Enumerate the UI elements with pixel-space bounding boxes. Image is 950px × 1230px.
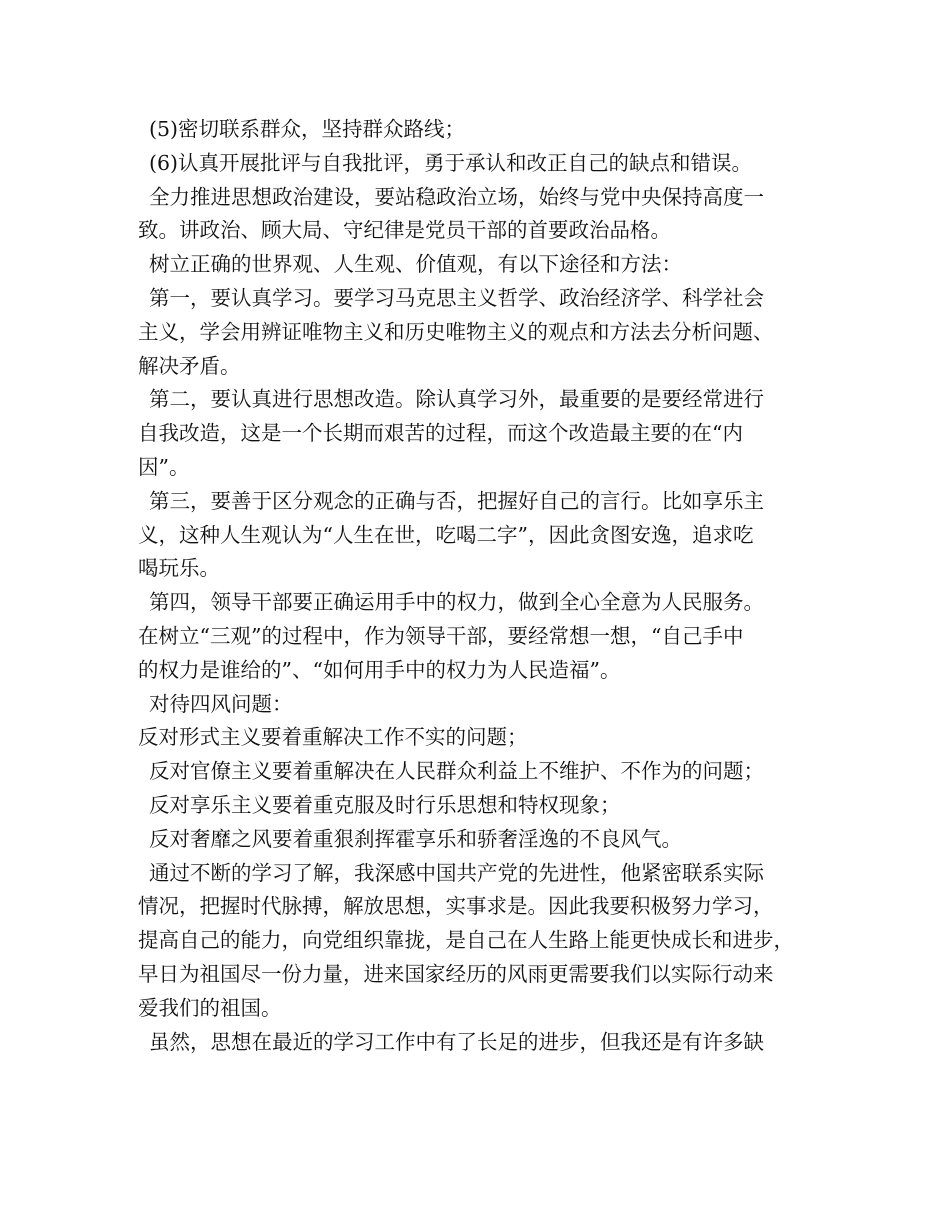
text-line: 反对奢靡之风要着重狠刹挥霍享乐和骄奢淫逸的不良风气。	[149, 826, 682, 851]
text-line: 情况，把握时代脉搏，解放思想，实事求是。因此我要积极努力学习，	[138, 894, 774, 919]
text-line: 反对形式主义要着重解决工作不实的问题；	[138, 725, 528, 750]
text-line: 主义，学会用辨证唯物主义和历史唯物主义的观点和方法去分析问题、	[138, 319, 774, 344]
text-line: 因”。	[138, 454, 190, 479]
text-line: 喝玩乐。	[138, 556, 220, 581]
text-line: 第三，要善于区分观念的正确与否，把握好自己的言行。比如享乐主	[149, 488, 764, 513]
body-text	[138, 113, 828, 1059]
text-line: 通过不断的学习了解，我深感中国共产党的先进性，他紧密联系实际	[149, 860, 764, 885]
text-line: 致。讲政治、顾大局、守纪律是党员干部的首要政治品格。	[138, 218, 671, 243]
text-line: 义，这种人生观认为“人生在世，吃喝二字”，因此贪图安逸，追求吃	[138, 522, 754, 547]
text-line: 虽然，思想在最近的学习工作中有了长足的进步，但我还是有许多缺	[149, 1029, 764, 1054]
text-line: (6)认真开展批评与自我批评，勇于承认和改正自己的缺点和错误。	[149, 150, 753, 175]
text-line: 解决矛盾。	[138, 353, 241, 378]
text-line: 第四，领导干部要正确运用手中的权力，做到全心全意为人民服务。	[149, 590, 764, 615]
text-line: 自我改造，这是一个长期而艰苦的过程，而这个改造最主要的在“内	[138, 421, 743, 446]
text-line: 第二，要认真进行思想改造。除认真学习外，最重要的是要经常进行	[149, 387, 764, 412]
text-line: (5)密切联系群众，坚持群众路线；	[149, 117, 466, 141]
text-line: 提高自己的能力，向党组织靠拢，是自己在人生路上能更快成长和进步，	[138, 928, 794, 953]
text-line: 的权力是谁给的”、“如何用手中的权力为人民造福”。	[138, 657, 621, 682]
text-line: 第一，要认真学习。要学习马克思主义哲学、政治经济学、科学社会	[149, 285, 764, 310]
text-line: 对待四风问题：	[149, 691, 293, 716]
text-line: 反对享乐主义要着重克服及时行乐思想和特权现象；	[149, 792, 621, 817]
text-line: 树立正确的世界观、人生观、价值观，有以下途径和方法：	[149, 252, 682, 277]
text-line: 早日为祖国尽一份力量，进来国家经历的风雨更需要我们以实际行动来	[138, 961, 774, 986]
text-line: 全力推进思想政治建设，要站稳政治立场，始终与党中央保持高度一	[149, 184, 764, 209]
text-line: 在树立“三观”的过程中，作为领导干部，要经常想一想，“自己手中	[138, 623, 744, 648]
text-line: 爱我们的祖国。	[138, 995, 282, 1020]
text-line: 反对官僚主义要着重解决在人民群众利益上不维护、不作为的问题；	[149, 759, 764, 784]
